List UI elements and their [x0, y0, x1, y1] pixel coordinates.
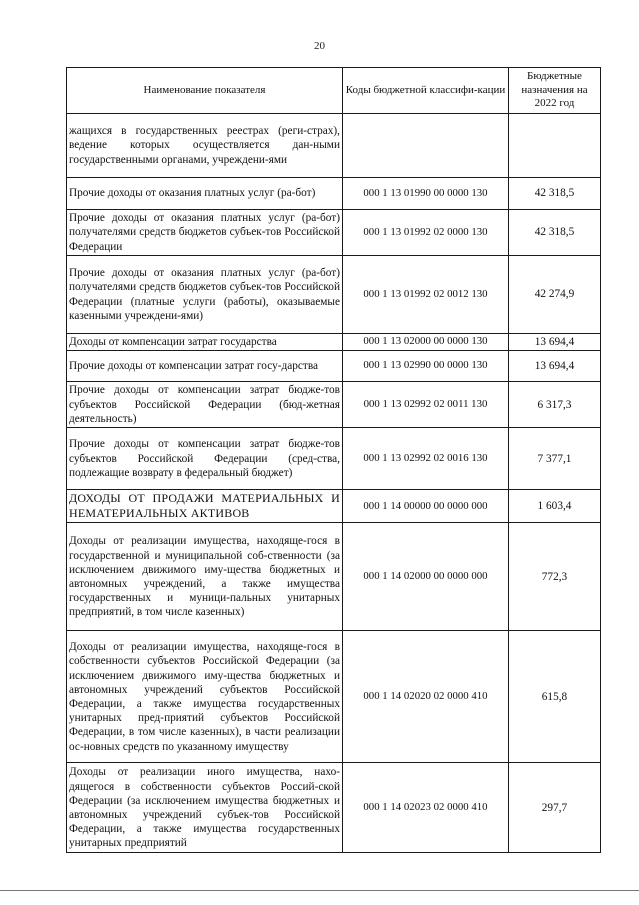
row-code: 000 1 14 00000 00 0000 000: [343, 490, 509, 523]
row-name: Прочие доходы от компенсации затрат госу-дарства: [67, 351, 343, 382]
table-row: [67, 382, 601, 428]
row-code: 000 1 13 01992 02 0000 130: [343, 210, 509, 256]
row-value: 7 377,1: [509, 428, 601, 490]
row-value: 42 274,9: [509, 256, 601, 334]
row-name: Прочие доходы от оказания платных услуг (ра-бот): [67, 178, 343, 210]
table-row: [67, 523, 601, 631]
row-code: 000 1 13 01992 02 0012 130: [343, 256, 509, 334]
table-row: [67, 763, 601, 853]
header-value: Бюджетные назначения на 2022 год: [509, 68, 601, 114]
row-code: [343, 114, 509, 178]
row-value: 42 318,5: [509, 210, 601, 256]
header-name: Наименование показателя: [67, 68, 343, 114]
row-name: Прочие доходы от компенсации затрат бюдже-тов субъектов Российской Федерации (сред-ства, подлежащие возврату в федеральный бюджет): [67, 428, 343, 490]
page-number: 20: [314, 40, 325, 52]
row-code: 000 1 14 02000 00 0000 000: [343, 523, 509, 631]
row-code: 000 1 13 02992 02 0011 130: [343, 382, 509, 428]
table-row: [67, 428, 601, 490]
row-name: Прочие доходы от компенсации затрат бюдже-тов субъектов Российской Федерации (бюд-жетная деятельность): [67, 382, 343, 428]
row-code: 000 1 13 01990 00 0000 130: [343, 178, 509, 210]
row-name: Прочие доходы от оказания платных услуг (ра-бот) получателями средств бюджетов субъек-тов Российской Федерации: [67, 210, 343, 256]
row-name: Доходы от реализации иного имущества, нахо-дящегося в собственности субъектов Россий-ской Федерации (за исключением имущества бюджетных и автономных учреждений субъек-тов Российской Федерации, а также имущества государственных унитарных предприятий: [67, 763, 343, 853]
row-name: Доходы от реализации имущества, находяще-гося в государственной и муниципальной соб-ственности (за исключением движимого иму-щества бюджетных и автономных учреждений, а также имущества государственных и муници-пальных унитарных предприятий, в том числе казенных): [67, 523, 343, 631]
row-value: 615,8: [509, 631, 601, 763]
table-row: [67, 210, 601, 256]
table-row: [67, 114, 601, 178]
row-code: 000 1 13 02992 02 0016 130: [343, 428, 509, 490]
row-code: 000 1 14 02020 02 0000 410: [343, 631, 509, 763]
table-row: [67, 351, 601, 382]
row-code: 000 1 13 02990 00 0000 130: [343, 351, 509, 382]
table-header-row: [67, 68, 601, 114]
row-name: Доходы от компенсации затрат государства: [67, 334, 343, 351]
header-code: Коды бюджетной классифи-кации: [343, 68, 509, 114]
row-value: 297,7: [509, 763, 601, 853]
row-value: 13 694,4: [509, 351, 601, 382]
row-value: 13 694,4: [509, 334, 601, 351]
row-value: [509, 114, 601, 178]
row-value: 42 318,5: [509, 178, 601, 210]
table-row: [67, 178, 601, 210]
page-bottom-rule: [0, 890, 639, 891]
row-code: 000 1 13 02000 00 0000 130: [343, 334, 509, 351]
row-code: 000 1 14 02023 02 0000 410: [343, 763, 509, 853]
row-value: 6 317,3: [509, 382, 601, 428]
table-row: [67, 490, 601, 523]
row-name: Доходы от реализации имущества, находяще-гося в собственности субъектов Российской Федерации (за исключением движимого иму-щества бюджетных и автономных учреждений субъектов Российской Федерации, а также имущества государственных унитарных пред-приятий субъектов Российской Федерации, в том числе казенных), в части реализации ос-новных средств по указанному имуществу: [67, 631, 343, 763]
table-row: [67, 631, 601, 763]
row-name: ДОХОДЫ ОТ ПРОДАЖИ МАТЕРИАЛЬНЫХ И НЕМАТЕРИАЛЬНЫХ АКТИВОВ: [67, 490, 343, 523]
row-value: 772,3: [509, 523, 601, 631]
row-name: Прочие доходы от оказания платных услуг (ра-бот) получателями средств бюджетов субъек-тов Российской Федерации (платные услуги (работы), оказываемые казенными учреждени-ями): [67, 256, 343, 334]
budget-table: [66, 67, 601, 853]
row-name: жащихся в государственных реестрах (реги-страх), ведение которых осуществляется дан-ными государственными органами, учреждени-ями: [67, 114, 343, 178]
table-row: [67, 256, 601, 334]
table-row: [67, 334, 601, 351]
row-value: 1 603,4: [509, 490, 601, 523]
